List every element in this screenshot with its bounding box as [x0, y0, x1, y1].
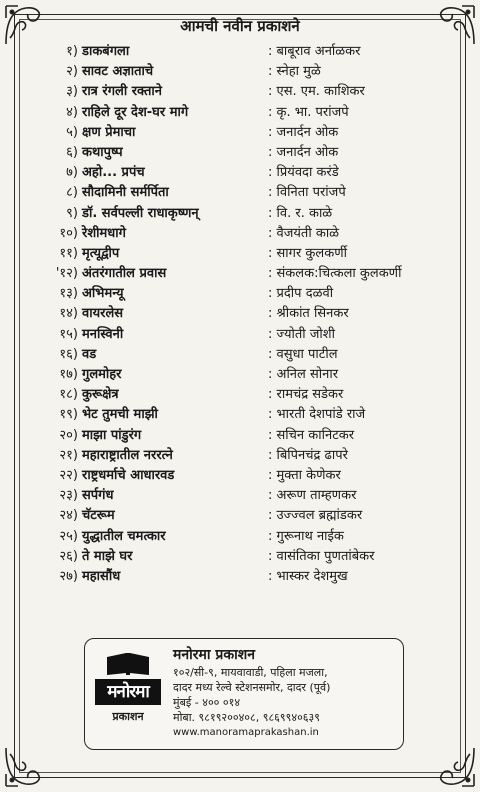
book-author: : एस. एम. काशिकर	[268, 84, 365, 100]
book-number: २५)	[59, 528, 78, 544]
book-author: : जनार्दन ओक	[268, 124, 339, 140]
book-author: : विनिता परांजपे	[268, 185, 346, 201]
book-title: माझा पांडुरंग	[82, 427, 142, 443]
book-author: : भारती देशपांडे राजे	[268, 407, 366, 423]
book-row	[0, 426, 480, 446]
book-author: : भास्कर देशमुख	[268, 568, 348, 584]
book-author: : वसुधा पाटील	[268, 346, 338, 362]
book-author: : बाबूराव अर्नाळकर	[268, 44, 361, 59]
book-number: '१२)	[55, 266, 78, 282]
book-number: ८)	[66, 185, 78, 201]
book-title: रात्र रंगली रक्ताने	[82, 84, 163, 100]
book-number: १०)	[59, 225, 78, 241]
book-author: : स्नेहा मुळे	[268, 64, 321, 80]
book-number: १८)	[59, 387, 78, 403]
corner-ornament-icon	[432, 744, 478, 790]
book-row	[0, 345, 480, 365]
publisher-logo	[95, 649, 161, 739]
book-title: सावट अज्ञाताचे	[82, 64, 154, 80]
book-author: : सचिन कानिटकर	[268, 427, 355, 443]
publisher-box	[84, 638, 404, 750]
publisher-phone: मोबा. ९८१९२००४०८, ९८६९९४०६३९	[173, 711, 320, 724]
book-title: कथापुष्प	[82, 144, 123, 160]
book-title: मनस्विनी	[82, 326, 124, 342]
book-title: गुलमोहर	[82, 367, 122, 382]
page-title: आमची नवीन प्रकाशने	[180, 17, 300, 35]
book-row	[0, 42, 480, 62]
book-number: १३)	[59, 286, 78, 302]
book-number: २४)	[59, 508, 78, 524]
book-title: डाकबंगला	[82, 44, 130, 59]
book-number: ५)	[66, 124, 78, 140]
book-number: १९)	[59, 407, 78, 423]
publisher-address-line: दादर मध्य रेल्वे स्टेशनसमोर, दादर (पूर्व)	[173, 681, 331, 694]
book-row	[0, 62, 480, 82]
book-row	[0, 82, 480, 102]
book-author: : अनिल सोनार	[268, 367, 339, 382]
book-number: १६)	[59, 346, 78, 362]
book-title: मृत्यूद्वीप	[82, 245, 120, 261]
publisher-address-line: मुंबई - ४०० ०१४	[173, 696, 241, 709]
book-row	[0, 405, 480, 425]
book-number: ७)	[66, 165, 78, 181]
book-author: : मुक्ता केणेकर	[268, 467, 341, 483]
book-row	[0, 446, 480, 466]
book-author: : वि. र. काळे	[268, 205, 333, 221]
book-title: अहो... प्रपंच	[82, 165, 145, 181]
book-row	[0, 506, 480, 526]
book-title: चॅटरूम	[82, 508, 115, 524]
book-number: १)	[66, 44, 78, 59]
book-number: ११)	[59, 245, 78, 261]
book-number: १७)	[59, 367, 78, 382]
book-row	[0, 304, 480, 324]
book-title: सर्पगंध	[82, 488, 114, 504]
book-row	[0, 143, 480, 163]
book-author: : वैजयंती काळे	[268, 225, 340, 241]
book-number: २७)	[59, 568, 78, 584]
book-number: २०)	[59, 427, 78, 443]
book-title: महासौंध	[82, 568, 121, 584]
publisher-address-line: १०२/सी-९, मायवावाडी, पहिला मजला,	[173, 666, 328, 679]
book-number: १४)	[59, 306, 78, 322]
book-number: २१)	[59, 447, 78, 463]
book-author: : ज्योती जोशी	[268, 326, 335, 342]
book-author: : बिपिनचंद्र ढापरे	[268, 447, 348, 463]
book-number: २६)	[59, 548, 78, 564]
book-author: : रामचंद्र सडेकर	[268, 387, 344, 403]
book-title: ते माझे घर	[82, 548, 133, 564]
book-number: ३)	[66, 84, 78, 100]
book-title: कुरूक्षेत्र	[82, 387, 119, 403]
book-title: भेट तुमची माझी	[82, 407, 158, 423]
book-number: २३)	[59, 488, 78, 504]
book-row	[0, 527, 480, 547]
book-row	[0, 547, 480, 567]
book-title: क्षण प्रेमाचा	[82, 124, 136, 140]
book-row	[0, 466, 480, 486]
book-row	[0, 365, 480, 385]
book-list	[0, 42, 480, 587]
logo-subtitle: प्रकाशन	[112, 710, 144, 723]
publisher-details	[173, 645, 401, 740]
book-author: : प्रियंवदा करंडे	[268, 165, 339, 181]
book-row	[0, 103, 480, 123]
book-title: राष्ट्रधर्माचे आधारवड	[82, 467, 175, 483]
book-row	[0, 183, 480, 203]
book-row	[0, 567, 480, 587]
book-number: २)	[66, 64, 78, 80]
book-author: : वासंतिका पुणतांबेकर	[268, 548, 375, 564]
book-title: रेशीमधागे	[82, 225, 126, 241]
book-title: सौदामिनी सर्मर्पिता	[82, 185, 169, 201]
book-title: युद्धातील चमत्कार	[82, 528, 166, 544]
publisher-website: www.manoramaprakashan.in	[173, 727, 319, 738]
book-author: : अरूण ताम्हणकर	[268, 488, 357, 504]
book-author: : गुरूनाथ नाईक	[268, 528, 344, 544]
book-row	[0, 244, 480, 264]
book-title: वड	[82, 346, 97, 362]
book-title: अंतरंगातील प्रवास	[82, 266, 167, 282]
books-icon	[105, 651, 151, 677]
book-title: डॉ. सर्वपल्ली राधाकृष्णन्	[82, 205, 199, 221]
book-author: : कृ. भा. परांजपे	[268, 104, 349, 120]
book-row	[0, 224, 480, 244]
book-author: : उज्ज्वल ब्रह्मांडकर	[268, 508, 363, 524]
book-row	[0, 325, 480, 345]
book-row	[0, 385, 480, 405]
book-row	[0, 123, 480, 143]
book-title: वायरलेस	[82, 306, 124, 322]
book-author: : संकलक:चित्कला कुलकर्णी	[268, 266, 402, 282]
book-number: ९)	[66, 205, 78, 221]
book-title: राहिले दूर देश-घर मागे	[82, 104, 189, 120]
book-title: अभिमन्यू	[82, 286, 124, 302]
book-row	[0, 264, 480, 284]
publisher-name: मनोरमा प्रकाशन	[173, 647, 255, 663]
book-row	[0, 284, 480, 304]
book-number: ६)	[66, 144, 78, 160]
book-author: : जनार्दन ओक	[268, 144, 339, 160]
book-number: ४)	[66, 104, 78, 120]
logo-wordmark: मनोरमा	[95, 679, 161, 705]
book-title: महाराष्ट्रातील नररत्ने	[82, 447, 173, 463]
book-row	[0, 163, 480, 183]
book-author: : सागर कुलकर्णी	[268, 245, 347, 261]
book-row	[0, 204, 480, 224]
book-number: १५)	[59, 326, 78, 342]
book-author: : श्रीकांत सिनकर	[268, 306, 349, 322]
corner-ornament-icon	[2, 744, 48, 790]
book-row	[0, 486, 480, 506]
book-number: २२)	[59, 467, 78, 483]
book-author: : प्रदीप दळवी	[268, 286, 334, 302]
